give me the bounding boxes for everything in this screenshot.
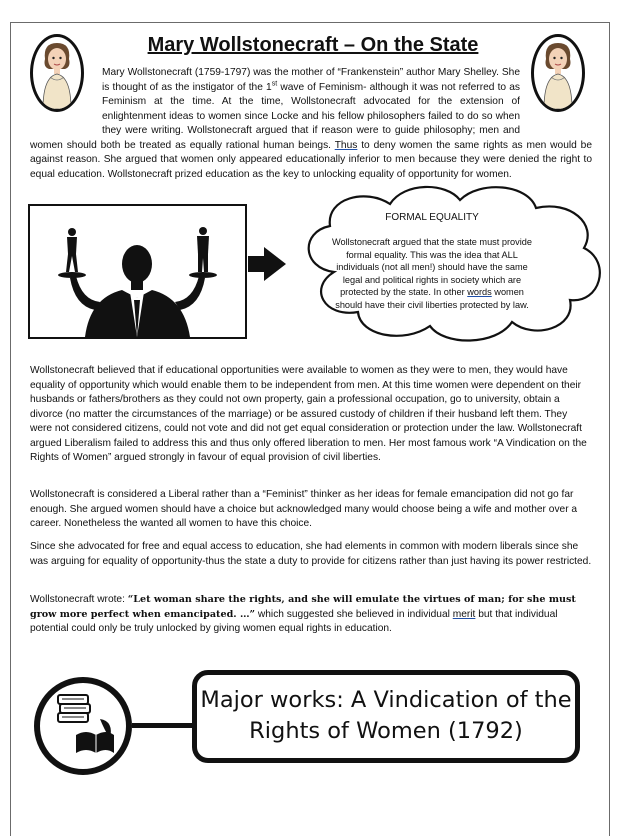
- major-works-line-1: Major works: A Vindication of the: [200, 687, 572, 713]
- intro-text-3: to deny women the same rights as men would be against reason. She argued that women only appeared educationally inferior to men because they were denied the right to equal education. Wollstonecraft prized education as the key to unlocking equality of opportunity for women.: [30, 139, 592, 180]
- major-works-line-2: Rights of Women (1792): [249, 718, 523, 744]
- quote-lead: Wollstonecraft wrote:: [30, 594, 128, 605]
- arrow-right-icon: [248, 247, 288, 281]
- quote-merit: merit: [452, 608, 476, 620]
- books-icon-circle: [34, 677, 132, 775]
- cloud-text-words: words: [467, 287, 492, 298]
- paragraph-education: Wollstonecraft believed that if educational opportunities were available to women as they were to men, they would have equality of opportunity which would enable them to be independent from men. At this time women were dependent on their husbands or fathers/brothers as they could not own property, gain a professional occupation, go to university, obtain a divorce (no matter the circumstances of the marriage) or be assured custody of children if their husband left them. They were not considered citizens, could not vote and did not get equal consideration or protection under the law. Wollstonecraft argued Liberalism failed to address this and thus only offered liberation to men. Her most famous work “A Vindication on the Rights of Women” argued strongly in favour of equal provision of civil liberties.: [30, 365, 587, 463]
- quote-middle: which suggested she believed in individual: [255, 608, 453, 620]
- paragraph-modern-liberals: Since she advocated for free and equal access to education, she had elements in common with modern liberals since she was arguing for equality of opportunity-thus the state a duty to provide for citizens rather than just having its power restricted.: [30, 541, 592, 567]
- intro-text-2: wave of Feminism- although it was not referred to as Feminism at the time. At the time, Wollstonecraft advocated for the extension of enlightenment ideas to women since Locke and his fellow philosophers failed to do so when they were writing. Wollstonecraft argued that if reason were to guide philosophy; men and women should both be treated as equally rational human beings.: [30, 81, 520, 151]
- paragraph-liberal: Wollstonecraft is considered a Liberal rather than a “Feminist” thinker as her ideas for female emancipation did not go far enough. She argued women should have a choice but acknowledged many would choose being a wife and mother over a career. Nonetheless the wanted all women to have this choice.: [30, 489, 578, 529]
- cloud-title: FORMAL EQUALITY: [385, 212, 479, 223]
- quote-end: but that individual potential could only be truly unlocked by giving women equal rights in education.: [30, 608, 558, 634]
- cloud-text-1: Wollstonecraft argued that the state must provide formal equality. This was the idea that ALL individuals (not all men!) should have the same legal and political rights in society which are protected by the state. In other: [331, 237, 533, 298]
- intro-thus: Thus: [334, 139, 358, 151]
- page-title: Mary Wollstonecraft – On the State: [147, 34, 479, 56]
- intro-sup: st: [271, 80, 278, 88]
- paragraph-quote: [30, 593, 592, 637]
- connector-line: [132, 723, 194, 728]
- intro-paragraph: [30, 66, 592, 182]
- cloud-text: [330, 236, 534, 312]
- intro-text-1: Mary Wollstonecraft (1759-1797) was the mother of “Frankenstein” author Mary Shelley. She is thought of as the instigator of the 1: [102, 67, 520, 93]
- books-icon: [40, 683, 126, 769]
- quote-text: “Let woman share the rights, and she will emulate the virtues of man; for she must grow more perfect when emancipated. …”: [30, 594, 576, 620]
- scales-of-equality-image: [28, 204, 247, 339]
- major-works-box: [192, 670, 580, 763]
- cloud-text-2: women should have their civil liberties protected by law.: [335, 287, 529, 310]
